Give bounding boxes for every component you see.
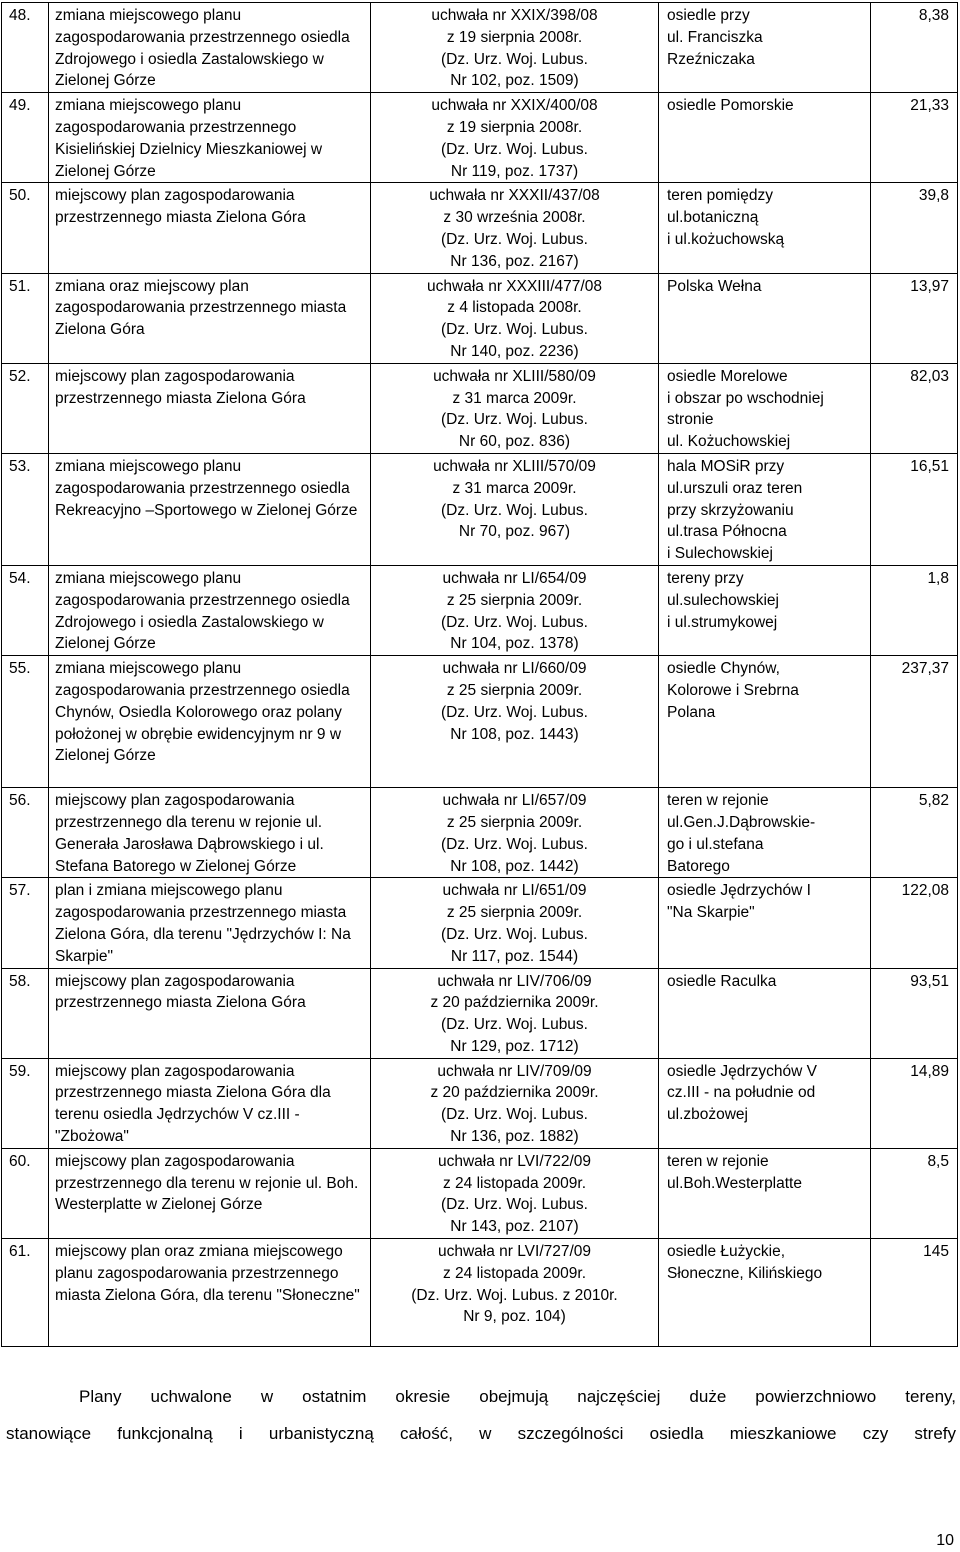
location-cell (659, 968, 871, 1058)
location-line: osiedle Pomorskie (667, 97, 794, 115)
area-value: 82,03 (871, 363, 958, 453)
table-row (2, 3, 958, 93)
table-row (2, 1148, 958, 1238)
resolution-line: uchwała nr LVI/727/09 (437, 1243, 592, 1261)
resolution-line: uchwała nr LI/657/09 (442, 792, 587, 810)
area-value: 237,37 (871, 656, 958, 788)
plan-title: miejscowy plan zagospodarowania przestrzennego dla terenu w rejonie ul. Generała Jarosława Dąbrowskiego i ul. Stefana Batorego w Zielonej Górze (49, 788, 371, 878)
plan-title: plan i zmiana miejscowego planu zagospodarowania przestrzennego miasta Zielona Góra, dla terenu "Jędrzychów I: Na Skarpie" (49, 878, 371, 968)
resolution-line: z 25 sierpnia 2009r. (446, 591, 583, 609)
resolution-cell (371, 1058, 659, 1148)
location-line: ul.sulechowskiej (667, 591, 779, 609)
plan-title: zmiana oraz miejscowy plan zagospodarowania przestrzennego miasta Zielona Góra (49, 273, 371, 363)
resolution-line: (Dz. Urz. Woj. Lubus. (440, 140, 588, 158)
location-line: osiedle Chynów, (667, 660, 780, 678)
resolution-cell (371, 1239, 659, 1347)
location-line: Polska Wełna (667, 277, 762, 295)
resolution-line: uchwała nr XLIII/570/09 (433, 457, 596, 475)
location-cell (659, 656, 871, 788)
resolution-line: z 25 sierpnia 2009r. (446, 904, 583, 922)
resolution-line: uchwała nr LIV/706/09 (437, 972, 592, 990)
plan-number: 52. (2, 363, 49, 453)
location-line: przy skrzyżowaniu (667, 501, 794, 519)
location-line: Kolorowe i Srebrna (667, 681, 799, 699)
resolution-cell (371, 1148, 659, 1238)
resolution-line: Nr 129, poz. 1712) (450, 1037, 579, 1055)
resolution-line: Nr 60, poz. 836) (458, 433, 571, 451)
table-row (2, 363, 958, 453)
resolution-line: Nr 117, poz. 1544) (450, 947, 579, 965)
location-line: osiedle przy (667, 7, 750, 24)
resolution-line: (Dz. Urz. Woj. Lubus. (440, 1016, 588, 1034)
plan-number: 60. (2, 1148, 49, 1238)
resolution-line: z 24 listopada 2009r. (442, 1174, 587, 1192)
plan-number: 51. (2, 273, 49, 363)
resolution-line: uchwała nr LI/654/09 (442, 569, 587, 587)
resolution-line: z 20 października 2009r. (430, 1084, 599, 1102)
resolution-line: uchwała nr XXIX/398/08 (431, 7, 598, 24)
table-row (2, 183, 958, 273)
resolution-line: z 25 sierpnia 2009r. (446, 681, 583, 699)
resolution-line: uchwała nr LVI/722/09 (437, 1152, 592, 1170)
footer-paragraph (6, 1378, 956, 1452)
resolution-line: Nr 136, poz. 2167) (450, 252, 579, 270)
plan-title: zmiana miejscowego planu zagospodarowania przestrzennego osiedla Chynów, Osiedla Kolorowego oraz polany położonej w obrębie ewidencyjnym nr 9 w Zielonej Górze (49, 656, 371, 788)
area-value: 122,08 (871, 878, 958, 968)
location-line: "Na Skarpie" (667, 904, 755, 922)
area-value: 8,5 (871, 1148, 958, 1238)
resolution-cell (371, 363, 659, 453)
location-line: teren pomiędzy (667, 187, 773, 205)
plan-number: 50. (2, 183, 49, 273)
page-number: 10 (936, 1532, 954, 1549)
location-line: osiedle Jędrzychów V (667, 1062, 817, 1080)
location-line: Polana (667, 703, 716, 721)
location-line: cz.III - na południe od (667, 1084, 816, 1102)
table-row (2, 656, 958, 788)
resolution-line: Nr 136, poz. 1882) (450, 1128, 579, 1146)
plan-number: 58. (2, 968, 49, 1058)
table-row (2, 788, 958, 878)
resolution-line: z 30 września 2008r. (443, 209, 586, 227)
location-cell (659, 1058, 871, 1148)
resolution-line: (Dz. Urz. Woj. Lubus. (440, 230, 588, 248)
resolution-line: Nr 70, poz. 967) (458, 523, 571, 541)
plan-number: 57. (2, 878, 49, 968)
resolution-line: (Dz. Urz. Woj. Lubus. (440, 703, 588, 721)
table-row (2, 273, 958, 363)
location-line: teren w rejonie (667, 1152, 769, 1170)
location-cell (659, 453, 871, 565)
table-row (2, 968, 958, 1058)
plan-number: 48. (2, 3, 49, 93)
location-line: tereny przy (667, 569, 744, 587)
resolution-line: Nr 102, poz. 1509) (450, 72, 579, 90)
plan-number: 49. (2, 93, 49, 183)
resolution-cell (371, 453, 659, 565)
resolution-line: Nr 108, poz. 1442) (450, 857, 579, 875)
location-cell (659, 183, 871, 273)
location-line: ul.zbożowej (667, 1106, 748, 1124)
resolution-line: (Dz. Urz. Woj. Lubus. (440, 411, 588, 429)
resolution-cell (371, 3, 659, 93)
resolution-line: z 31 marca 2009r. (452, 389, 577, 407)
plan-title: zmiana miejscowego planu zagospodarowania przestrzennego osiedla Zdrojowego i osiedla Zastalowskiego w Zielonej Górze (49, 565, 371, 655)
resolution-line: z 19 sierpnia 2008r. (446, 28, 583, 46)
plan-title: zmiana miejscowego planu zagospodarowania przestrzennego osiedla Rekreacyjno –Sportowego w Zielonej Górze (49, 453, 371, 565)
resolution-line: Nr 9, poz. 104) (463, 1308, 566, 1326)
plan-number: 53. (2, 453, 49, 565)
resolution-line: uchwała nr XXXII/437/08 (429, 187, 600, 205)
location-cell (659, 363, 871, 453)
plan-title: miejscowy plan oraz zmiana miejscowego planu zagospodarowania przestrzennego miasta Zielona Góra, dla terenu "Słoneczne" (49, 1239, 371, 1347)
plan-number: 56. (2, 788, 49, 878)
resolution-line: Nr 104, poz. 1378) (450, 635, 579, 653)
resolution-line: z 24 listopada 2009r. (442, 1264, 587, 1282)
resolution-line: uchwała nr LIV/709/09 (437, 1062, 592, 1080)
location-line: i Sulechowskiej (667, 545, 773, 563)
plan-title: zmiana miejscowego planu zagospodarowania przestrzennego Kisielińskiej Dzielnicy Mieszkaniowej w Zielonej Górze (49, 93, 371, 183)
location-line: ul. Kożuchowskiej (667, 433, 791, 451)
location-line: osiedle Morelowe (667, 367, 788, 385)
location-cell (659, 93, 871, 183)
location-cell (659, 1239, 871, 1347)
location-line: stronie (667, 411, 714, 429)
resolution-line: Nr 143, poz. 2107) (450, 1218, 579, 1236)
resolution-line: (Dz. Urz. Woj. Lubus. (440, 925, 588, 943)
location-line: go i ul.stefana (667, 835, 764, 853)
footer-line-1: Plany uchwalone w ostatnim okresie obejmują najczęściej duże powierzchniowo tereny, (79, 1387, 956, 1406)
location-line: i obszar po wschodniej (667, 389, 824, 407)
table-row (2, 1058, 958, 1148)
area-value: 5,82 (871, 788, 958, 878)
resolution-cell (371, 273, 659, 363)
area-value: 1,8 (871, 565, 958, 655)
resolution-cell (371, 183, 659, 273)
location-line: i ul.strumykowej (667, 613, 778, 631)
table-row (2, 1239, 958, 1347)
location-line: ul.trasa Północna (667, 523, 787, 541)
resolution-line: (Dz. Urz. Woj. Lubus. (440, 835, 588, 853)
resolution-cell (371, 93, 659, 183)
location-line: teren w rejonie (667, 792, 769, 810)
location-cell (659, 3, 871, 93)
resolution-line: z 4 listopada 2008r. (447, 299, 582, 317)
plans-table-body (2, 3, 958, 1347)
resolution-line: (Dz. Urz. Woj. Lubus. (440, 50, 588, 68)
resolution-line: Nr 119, poz. 1737) (450, 162, 579, 180)
plan-number: 54. (2, 565, 49, 655)
resolution-line: (Dz. Urz. Woj. Lubus. (440, 1196, 588, 1214)
location-line: Słoneczne, Kilińskiego (667, 1264, 823, 1282)
resolution-line: Nr 108, poz. 1443) (450, 725, 579, 743)
location-line: ul.botaniczną (667, 209, 759, 227)
resolution-line: (Dz. Urz. Woj. Lubus. z 2010r. (411, 1286, 618, 1304)
area-value: 39,8 (871, 183, 958, 273)
resolution-line: uchwała nr XXXIII/477/08 (427, 277, 602, 295)
location-line: i ul.kożuchowską (667, 230, 785, 248)
area-value: 21,33 (871, 93, 958, 183)
location-line: ul.Gen.J.Dąbrowskie- (667, 813, 816, 831)
location-line: ul.urszuli oraz teren (667, 479, 803, 497)
plan-title: zmiana miejscowego planu zagospodarowania przestrzennego osiedla Zdrojowego i osiedla Zastalowskiego w Zielonej Górze (49, 3, 371, 93)
plan-title: miejscowy plan zagospodarowania przestrzennego miasta Zielona Góra (49, 363, 371, 453)
plan-number: 61. (2, 1239, 49, 1347)
plan-title: miejscowy plan zagospodarowania przestrzennego miasta Zielona Góra dla terenu osiedla Jędrzychów V cz.III - "Zbożowa" (49, 1058, 371, 1148)
location-line: Rzeźniczaka (667, 50, 755, 68)
location-line: ul.Boh.Westerplatte (667, 1174, 802, 1192)
resolution-line: (Dz. Urz. Woj. Lubus. (440, 1106, 588, 1124)
resolution-line: z 20 października 2009r. (430, 994, 599, 1012)
resolution-line: uchwała nr XLIII/580/09 (433, 367, 596, 385)
resolution-line: (Dz. Urz. Woj. Lubus. (440, 613, 588, 631)
table-row (2, 93, 958, 183)
location-line: hala MOSiR przy (667, 457, 785, 475)
footer-line-2: stanowiące funkcjonalną i urbanistyczną całość, w szczególności osiedla mieszkaniowe czy strefy (6, 1424, 956, 1443)
resolution-cell (371, 565, 659, 655)
location-line: osiedle Łużyckie, (667, 1243, 786, 1261)
location-cell (659, 273, 871, 363)
resolution-line: (Dz. Urz. Woj. Lubus. (440, 321, 588, 339)
location-cell (659, 788, 871, 878)
plan-title: miejscowy plan zagospodarowania przestrzennego miasta Zielona Góra (49, 183, 371, 273)
resolution-line: uchwała nr LI/660/09 (442, 660, 587, 678)
plan-title: miejscowy plan zagospodarowania przestrzennego dla terenu w rejonie ul. Boh. Westerplatte w Zielonej Górze (49, 1148, 371, 1238)
table-row (2, 453, 958, 565)
plan-number: 55. (2, 656, 49, 788)
location-cell (659, 1148, 871, 1238)
area-value: 16,51 (871, 453, 958, 565)
location-line: Batorego (667, 857, 730, 875)
location-line: osiedle Jędrzychów I (667, 882, 811, 900)
resolution-line: uchwała nr XXIX/400/08 (431, 97, 598, 115)
resolution-line: uchwała nr LI/651/09 (442, 882, 587, 900)
location-line: ul. Franciszka (667, 28, 763, 46)
table-row (2, 878, 958, 968)
area-value: 145 (871, 1239, 958, 1347)
resolution-line: Nr 140, poz. 2236) (450, 342, 579, 360)
area-value: 8,38 (871, 3, 958, 93)
location-cell (659, 565, 871, 655)
resolution-cell (371, 656, 659, 788)
table-row (2, 565, 958, 655)
resolution-cell (371, 878, 659, 968)
resolution-line: z 19 sierpnia 2008r. (446, 118, 583, 136)
plan-number: 59. (2, 1058, 49, 1148)
resolution-cell (371, 788, 659, 878)
location-cell (659, 878, 871, 968)
resolution-line: z 25 sierpnia 2009r. (446, 813, 583, 831)
location-line: osiedle Raculka (667, 972, 777, 990)
resolution-line: z 31 marca 2009r. (452, 479, 577, 497)
plan-title: miejscowy plan zagospodarowania przestrzennego miasta Zielona Góra (49, 968, 371, 1058)
resolution-line: (Dz. Urz. Woj. Lubus. (440, 501, 588, 519)
area-value: 13,97 (871, 273, 958, 363)
plans-table (1, 2, 958, 1347)
area-value: 14,89 (871, 1058, 958, 1148)
area-value: 93,51 (871, 968, 958, 1058)
resolution-cell (371, 968, 659, 1058)
